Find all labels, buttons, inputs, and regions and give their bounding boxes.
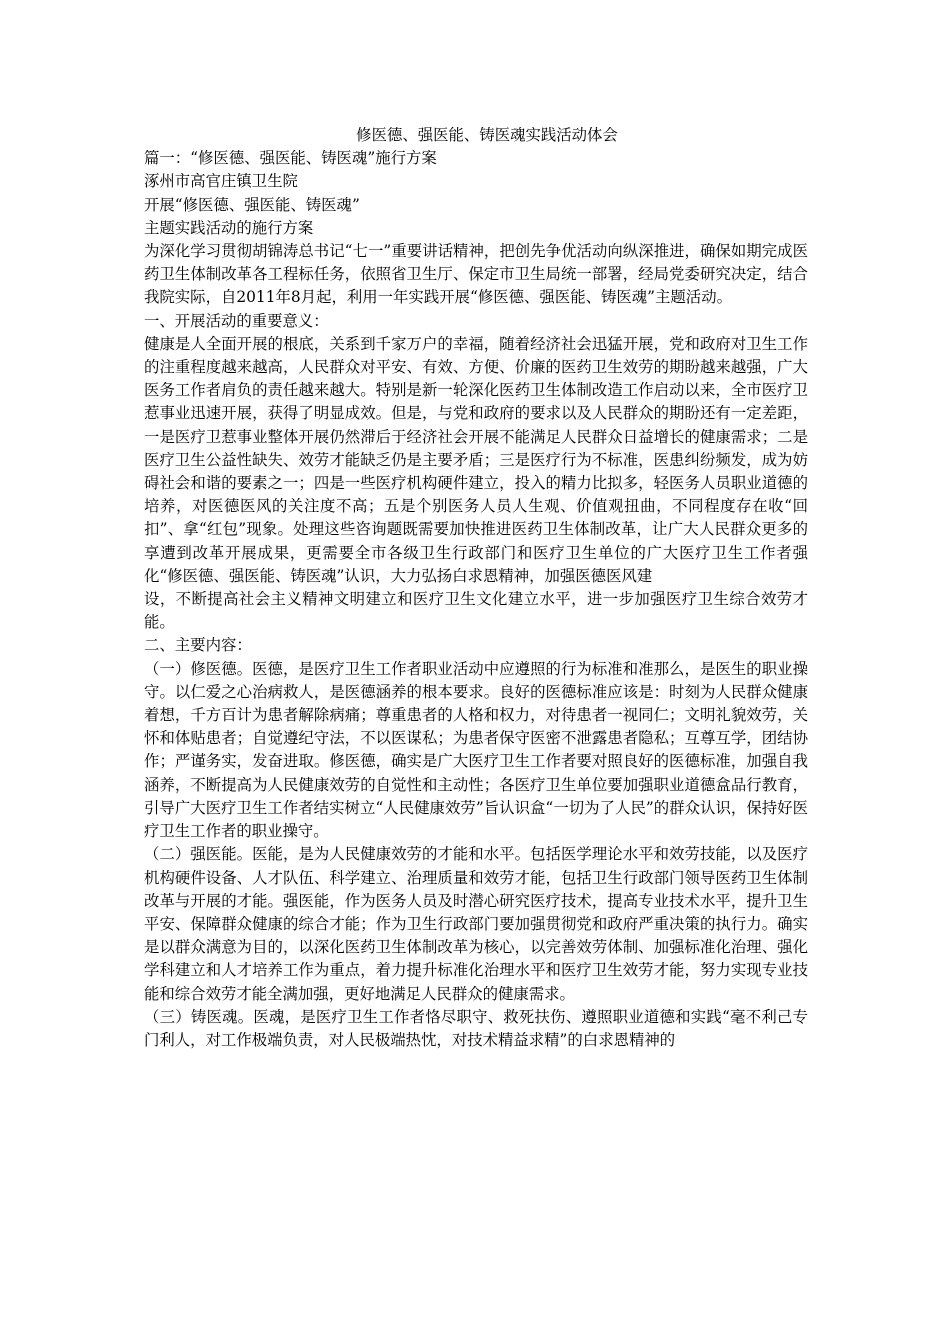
document-title: 修医德、强医能、铸医魂实践活动体会 [356,126,618,144]
section-heading: 一、开展活动的重要意义： [144,311,329,330]
section-heading: 二、主要内容： [144,636,252,655]
document-line-3: 开展“修医德、强医能、铸医魂” [144,195,360,214]
document-page [144,124,808,1052]
document-paragraph: （一）修医德。医德，是医疗卫生工作者职业活动中应遵照的行为标准和准那么，是医生的职业操守。以仁爱之心治病救人，是医德涵养的根本要求。良好的医德标准应该是：时刻为人民群众健康着想，千方百计为患者解除病痛；尊重患者的人格和权力，对待患者一视同仁；文明礼貌效劳，关怀和体贴患者；自觉遵纪守法，不以医谋私；为患者保守医密不泄露患者隐私；互尊互学，团结协作；严谨务实，发奋进取。修医德，确实是广大医疗卫生工作者要对照良好的医德标准，加强自我涵养，不断提高为人民健康效劳的自觉性和主动性；各医疗卫生单位要加强职业道德盒品行教育，引导广大医疗卫生工作者结实树立“人民健康效劳”旨认识盒“一切为了人民”的群众认识，保持好医疗卫生工作者的职业操守。 [144,659,808,841]
document-line-2: 涿州市高官庄镇卫生院 [144,172,298,191]
document-paragraph: 健康是人全面开展的根底，关系到千家万户的幸福，随着经济社会迅猛开展，党和政府对卫生工作的注重程度越来越高，人民群众对平安、有效、方便、价廉的医药卫生效劳的期盼越来越强，广大医务工作者肩负的责任越来越大。特别是新一轮深化医药卫生体制改造工作启动以来，全市医疗卫惹事业迅速开展，获得了明显成效。但是，与党和政府的要求以及人民群众的期盼还有一定差距，一是医疗卫惹事业整体开展仍然滞后于经济社会开展不能满足人民群众日益增长的健康需求；二是医疗卫生公益性缺失、效劳才能缺乏仍是主要矛盾；三是医疗行为不标准，医患纠纷频发，成为妨碍社会和谐的要素之一；四是一些医疗机构硬件建立，投入的精力比拟多，轻医务人员职业道德的培养，对医德医风的关注度不高；五是个别医务人员人生观、价值观扭曲，不同程度存在收“回扣”、拿“红包”现象。处理这些咨询题既需要加快推进医药卫生体制改革，让广大人民群众更多的享遭到改革开展成果，更需要全市各级卫生行政部门和医疗卫生单位的广大医疗卫生工作者强化“修医德、强医能、铸医魂”认识，大力弘扬白求恩精神，加强医德医风建 [144,334,808,585]
document-line-1: 篇一：“修医德、强医能、铸医魂”施行方案 [144,149,437,168]
document-paragraph: （二）强医能。医能，是为人民健康效劳的才能和水平。包括医学理论水平和效劳技能，以及医疗机构硬件设备、人才队伍、科学建立、治理质量和效劳才能，包括卫生行政部门领导医药卫生体制改革与开展的才能。强医能，作为医务人员及时潜心研究医疗技术，提高专业技术水平，提升卫生平安、保障群众健康的综合才能；作为卫生行政部门要加强贯彻党和政府严重决策的执行力。确实是以群众满意为目的，以深化医药卫生体制改革为核心，以完善效劳体制、加强标准化治理、强化学科建立和人才培养工作为重点，着力提升标准化治理水平和医疗卫生效劳才能，努力实现专业技能和综合效劳才能全满加强，更好地满足人民群众的健康需求。 [144,845,808,1003]
document-paragraph: 设，不断提高社会主义精神文明建立和医疗卫生文化建立水平，进一步加强医疗卫生综合效劳才能。 [144,590,808,632]
document-line-4: 主题实践活动的施行方案 [144,218,314,237]
document-paragraph: （三）铸医魂。医魂，是医疗卫生工作者恪尽职守、救死扶伤、遵照职业道德和实践“毫不利己专门利人，对工作极端负责，对人民极端热忱，对技术精益求精”的白求恩精神的 [144,1007,808,1049]
document-paragraph: 为深化学习贯彻胡锦涛总书记“七一”重要讲话精神，把创先争优活动向纵深推进，确保如期完成医药卫生体制改革各工程标任务，依照省卫生厅、保定市卫生局统一部署，经局党委研究决定，结合我院实际，自2011年8月起，利用一年实践开展“修医德、强医能、铸医魂”主题活动。 [144,242,808,307]
